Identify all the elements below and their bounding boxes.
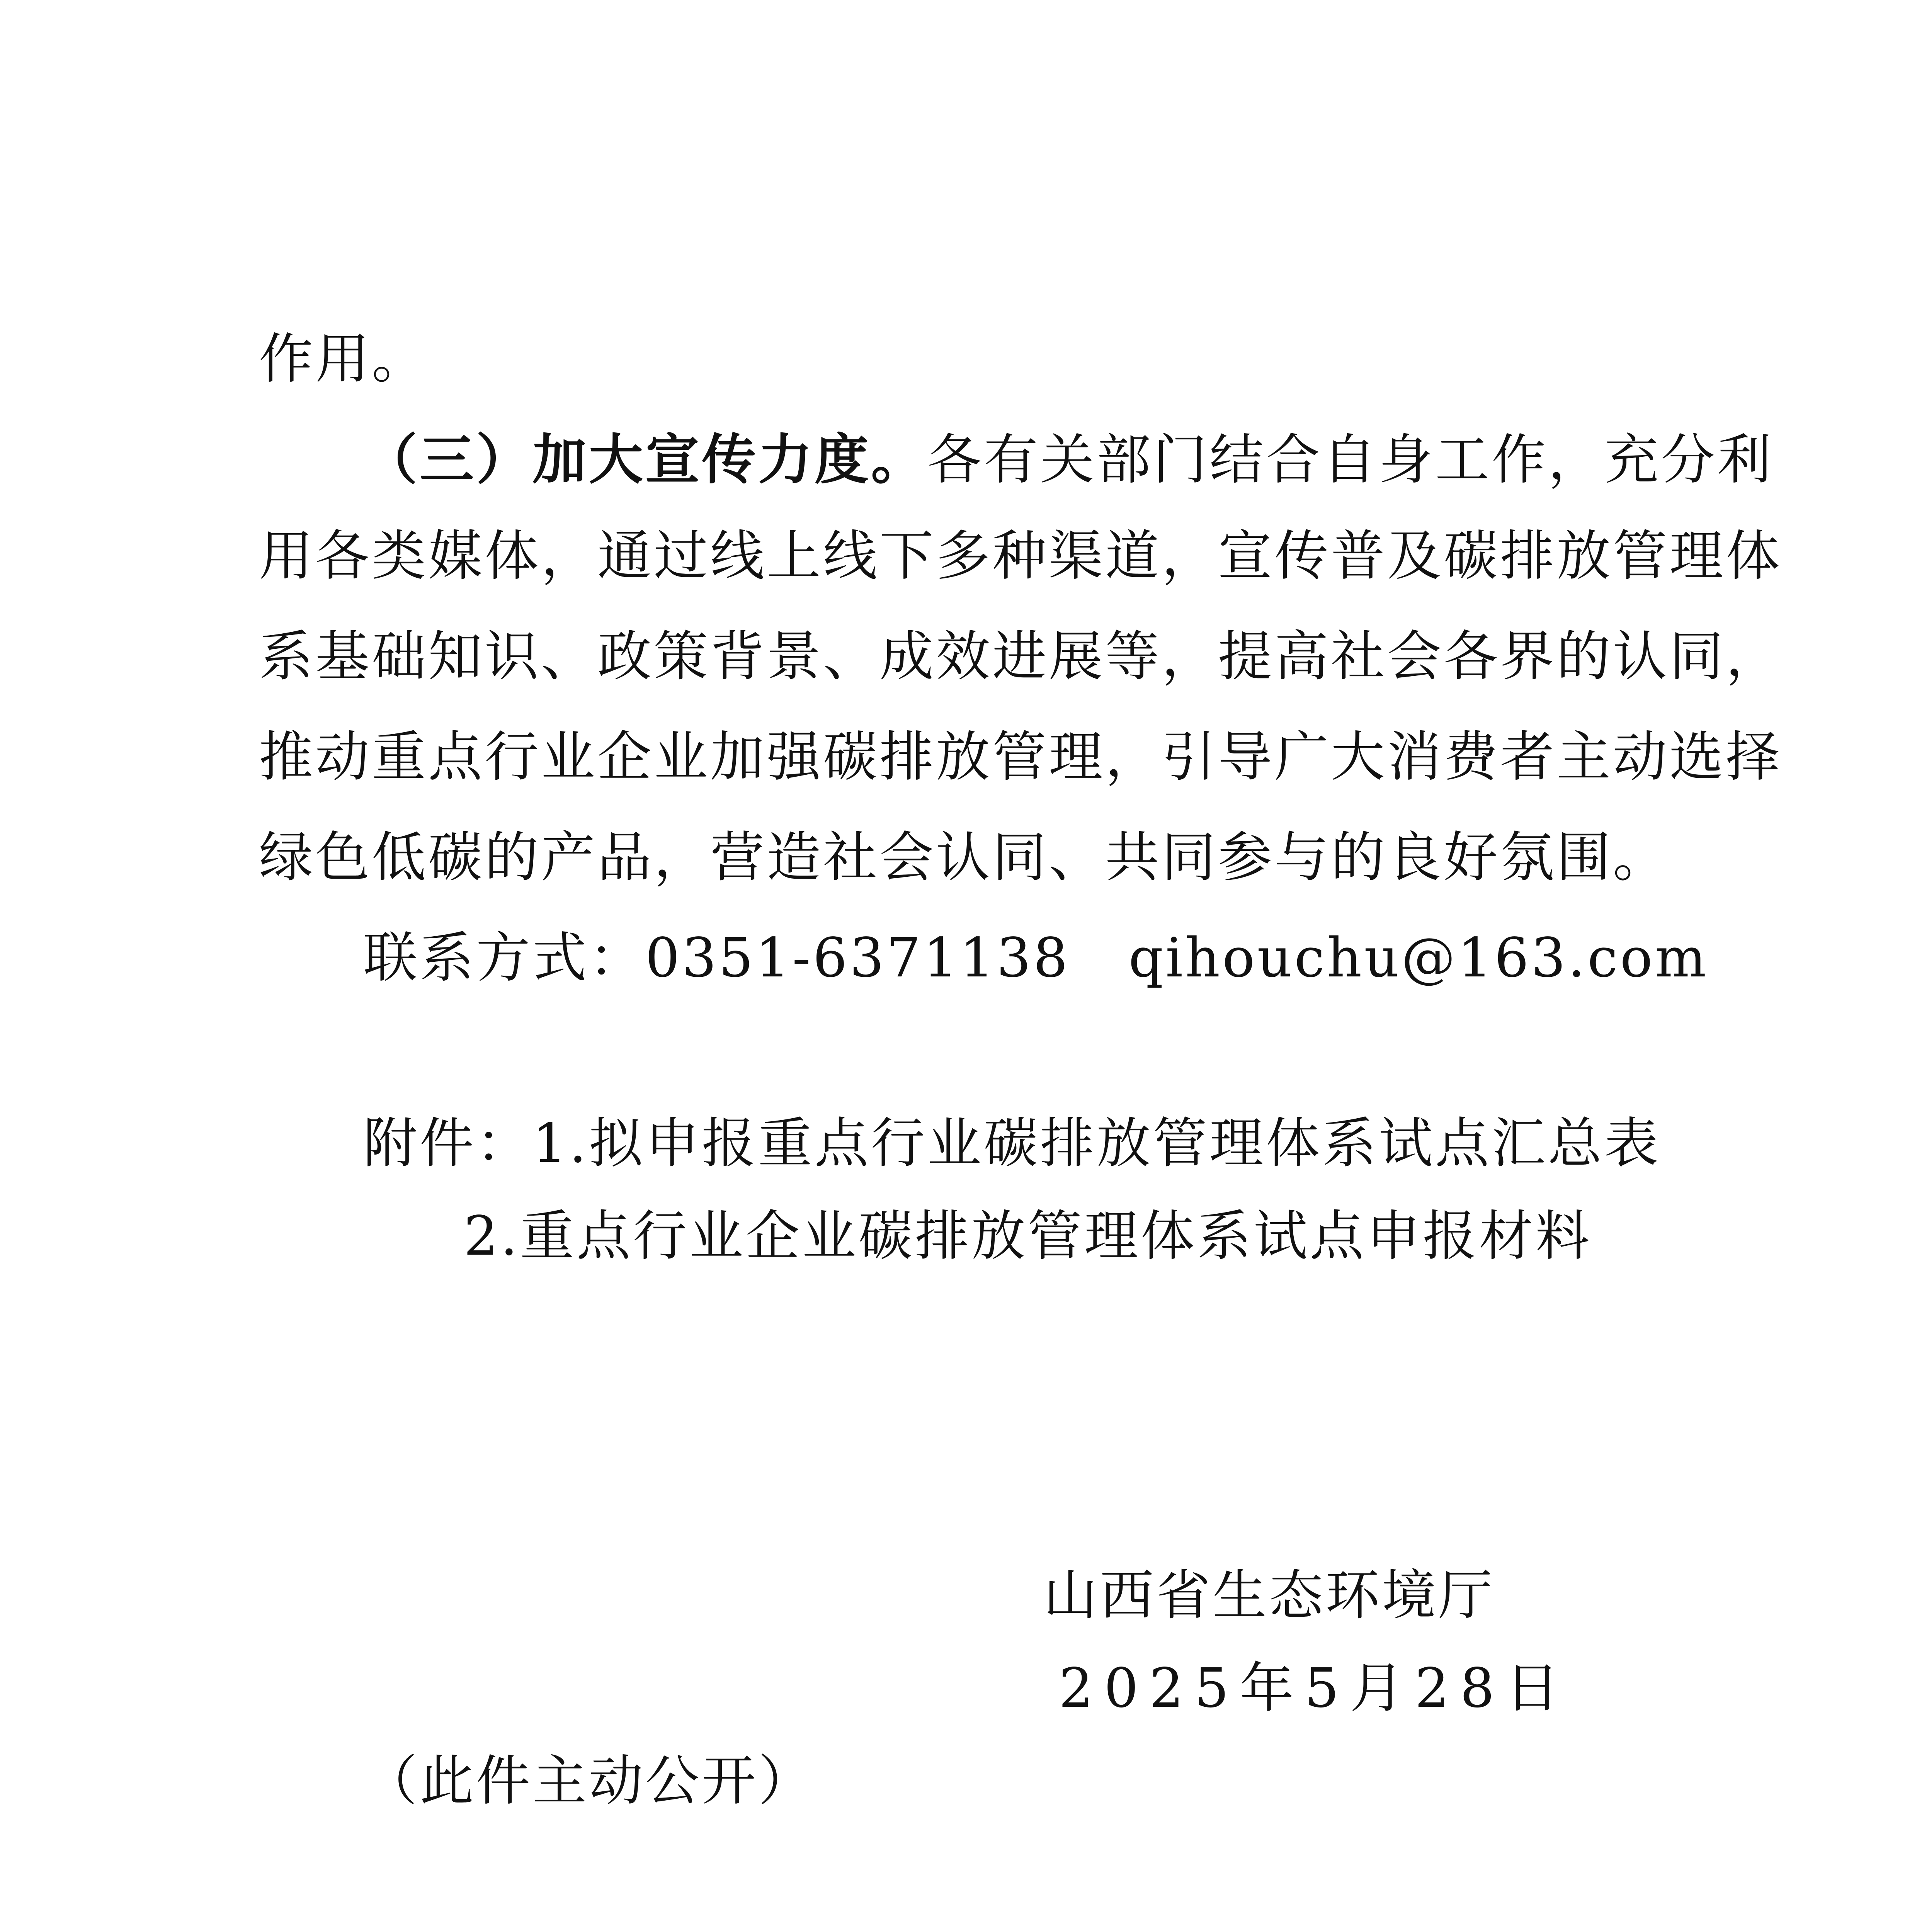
paragraph-tail: 作用。 [259,328,429,391]
section-3-line2: 用各类媒体，通过线上线下多种渠道，宣传普及碳排放管理体 [259,525,1783,588]
disclosure-note: （此件主动公开） [363,1750,815,1813]
issue-date: 2025年5月28日 [1059,1657,1570,1720]
section-3-line5: 绿色低碳的产品，营造社会认同、共同参与的良好氛围。 [259,826,1670,889]
issuer-name: 山西省生态环境厅 [1043,1564,1495,1627]
attachment-2: 2.重点行业企业碳排放管理体系试点申报材料 [464,1205,1592,1268]
section-3-line3: 系基础知识、政策背景、成效进展等，提高社会各界的认同， [259,625,1783,688]
attachment-1: 附件：1.拟申报重点行业碳排放管理体系试点汇总表 [363,1112,1661,1175]
section-3-line1-text: 各有关部门结合自身工作，充分利 [927,429,1774,492]
section-3-first-line [363,425,1774,495]
section-3-line4: 推动重点行业企业加强碳排放管理，引导广大消费者主动选择 [259,726,1783,789]
section-3-heading: （三）加大宣传力度。 [363,428,928,492]
contact-info: 联系方式：0351-6371138 qihouchu@163.com [363,927,1709,990]
